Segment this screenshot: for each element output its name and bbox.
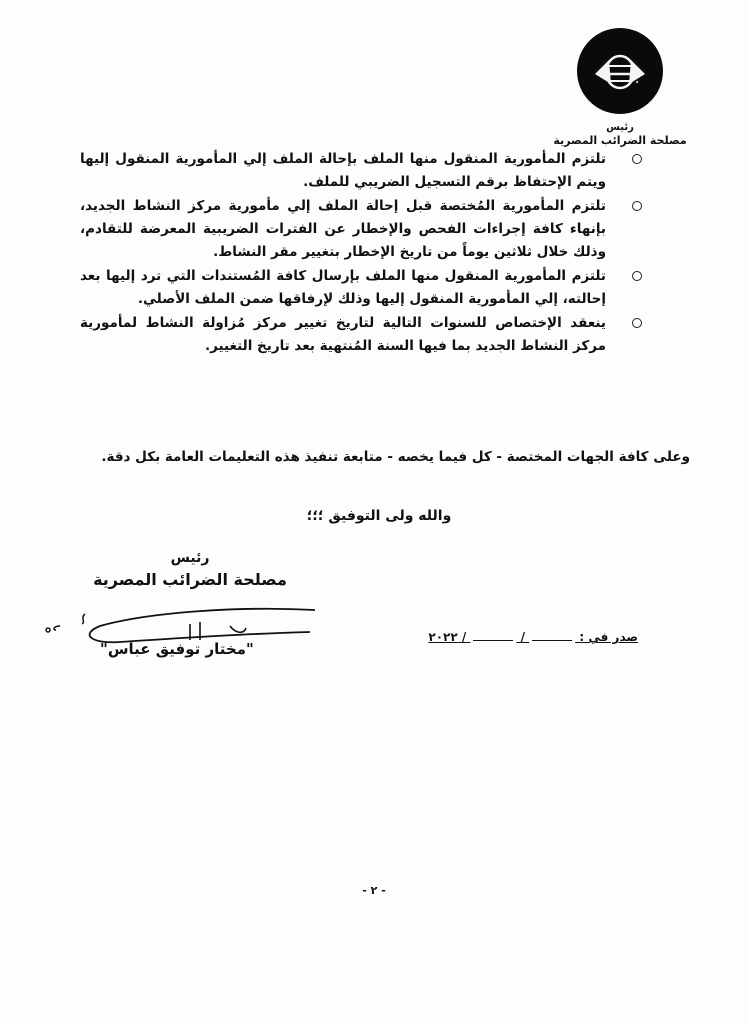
signatory-name: "مختار توفيق عباس" <box>100 640 254 658</box>
issue-year: ٢٠٢٢ <box>428 630 458 644</box>
bullet-circle-icon <box>632 271 642 281</box>
bullet-circle-icon <box>632 201 642 211</box>
issue-date <box>428 630 638 644</box>
list-item <box>80 195 636 264</box>
list-item-text: تلتزم المأمورية المنقول منها الملف بإحالة الملف إلي المأمورية المنقول إليها ويتم الإحتفاظ برقم التسجيل الضريبي للملف. <box>80 151 606 190</box>
day-blank <box>532 640 572 641</box>
closing-blessing: والله ولى التوفيق ؛؛؛ <box>306 508 452 524</box>
date-separator: / <box>520 630 526 644</box>
signature-block <box>60 548 320 658</box>
bullet-circle-icon <box>632 154 642 164</box>
letterhead-organization: مصلحة الضرائب المصرية <box>553 134 687 147</box>
signatory-organization: مصلحة الضرائب المصرية <box>93 570 287 589</box>
list-item-text: تلتزم المأمورية المنقول منها الملف بإرسال كافة المُستندات التي ترد إليها بعد إحالته، إلي المأمورية المنقول إليها وذلك لإرفاقها ضمن الملف الأصلي. <box>80 268 606 307</box>
tax-authority-logo-icon <box>577 28 663 114</box>
list-item-text: ينعقد الإختصاص للسنوات التالية لتاريخ تغيير مركز مُزاولة النشاط لمأمورية مركز النشاط الجديد بما فيها السنة المُنتهية بعد تاريخ التغيير. <box>80 315 606 354</box>
month-blank <box>473 640 513 641</box>
closing-paragraph: وعلى كافة الجهات المختصة - كل فيما يخصه - متابعة تنفيذ هذه التعليمات العامة بكل دقة. <box>101 449 690 465</box>
list-item-text: تلتزم المأمورية المُختصة قبل إحالة الملف إلي مأمورية مركز النشاط الجديد، بإنهاء كافة إجراءات الفحص والإخطار عن الفترات الضريبية المعرضة للتقادم، وذلك خلال ثلاثين يوماً من تاريخ الإخطار بتغيير مقر النشاط. <box>80 198 606 260</box>
page-number: - ٢ - <box>362 884 386 897</box>
date-separator: / <box>461 630 467 644</box>
list-item <box>80 265 636 311</box>
bullet-circle-icon <box>632 318 642 328</box>
instructions-list <box>80 148 636 359</box>
list-item <box>80 148 636 194</box>
signatory-title: رئيس <box>170 550 210 566</box>
list-item <box>80 312 636 358</box>
issue-date-label: صدر في : <box>579 630 638 644</box>
letterhead <box>550 28 690 148</box>
letterhead-title: رئيس <box>606 122 634 133</box>
